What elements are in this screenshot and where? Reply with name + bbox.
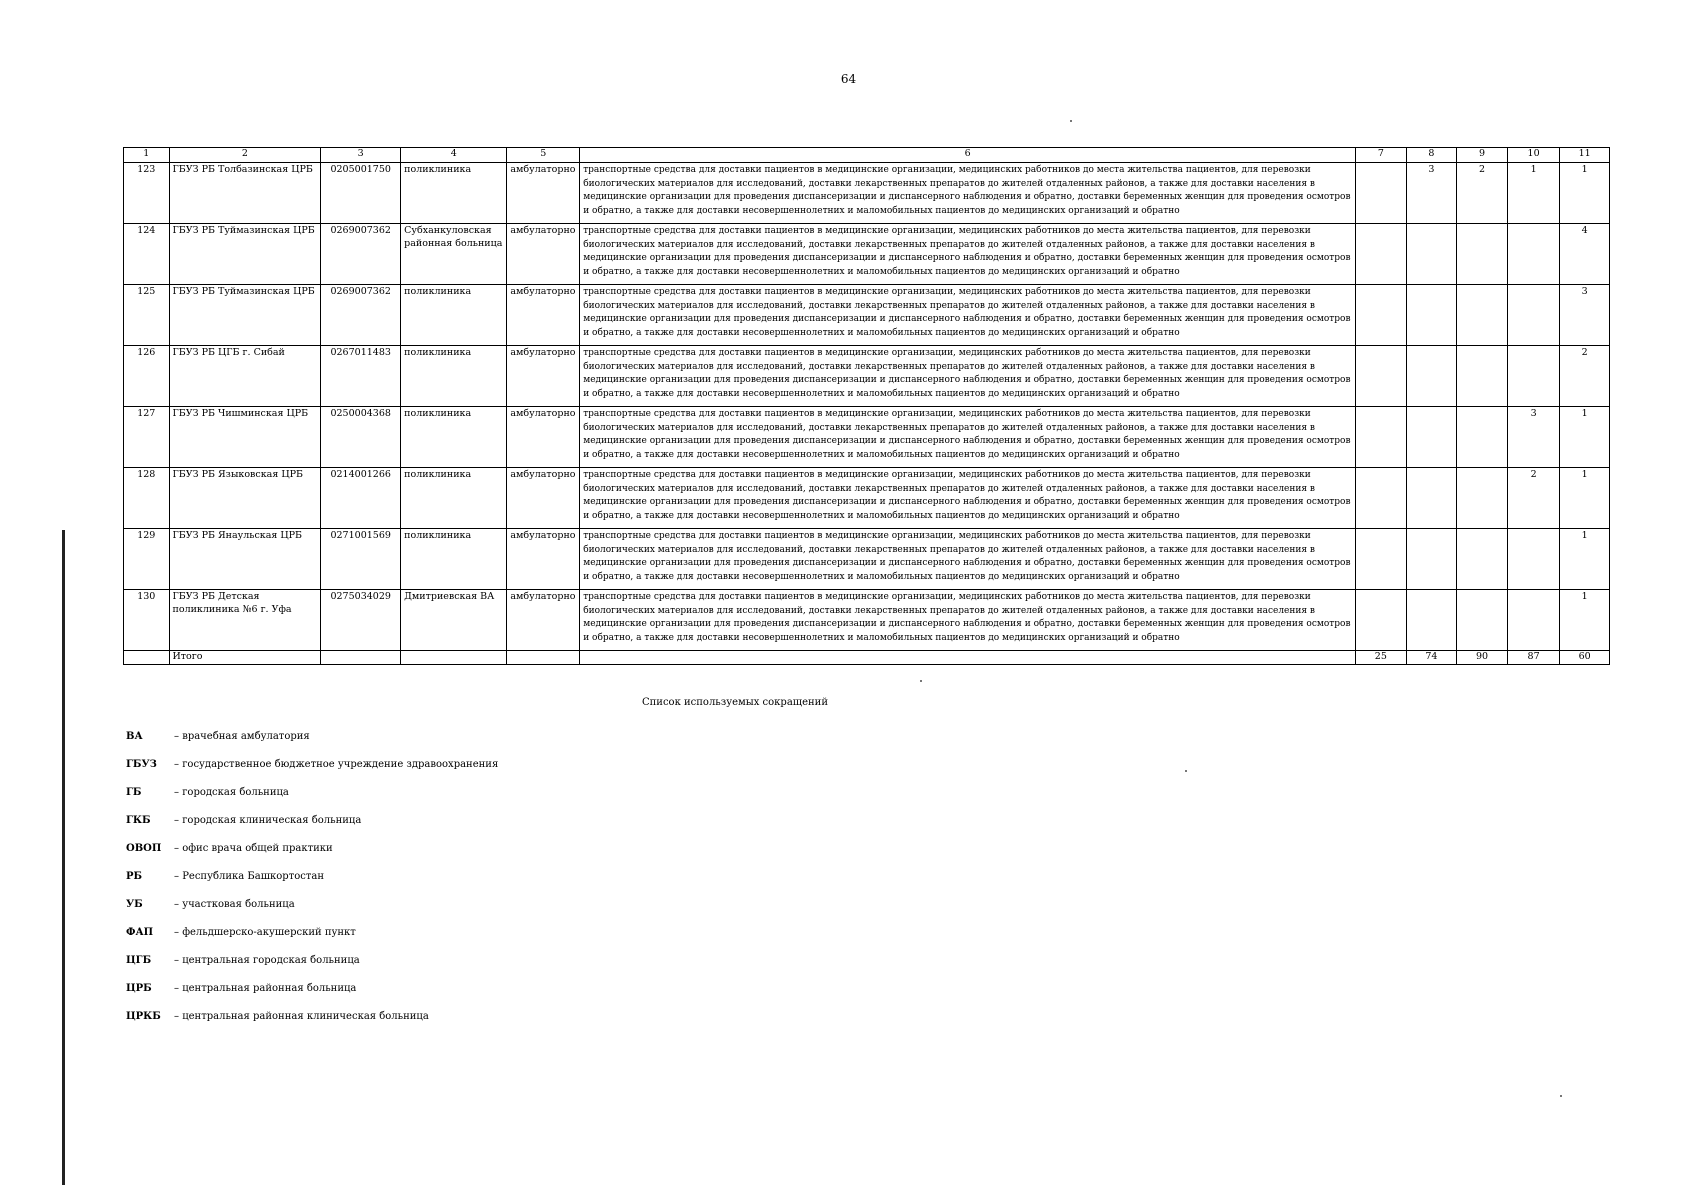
total-c7: 25: [1356, 651, 1407, 665]
column-header: 5: [507, 148, 580, 163]
cell-unit: поликлиника: [401, 407, 507, 468]
cell-c8: [1406, 407, 1457, 468]
cell-unit: поликлиника: [401, 468, 507, 529]
cell-desc: транспортные средства для доставки пациентов в медицинские организации, медицинских работников до места жительства пациентов, для перевозки биологических материалов для исследований, доставки лекарственных препаратов до жителей отдаленных районов, а также для доставки населения в медицинские организации для проведения диспансеризации и диспансерного наблюдения и обратно, доставки беременных женщин для проведения осмотров и обратно, а также для доставки несовершеннолетних и маломобильных пациентов до медицинских организаций и обратно: [580, 285, 1356, 346]
table-row: [124, 346, 1610, 407]
cell-num: 129: [124, 529, 170, 590]
cell-c10: [1507, 224, 1560, 285]
abbreviation-code: ВА: [126, 731, 143, 742]
abbreviation-code: ГБУЗ: [126, 759, 157, 770]
cell-desc: транспортные средства для доставки пациентов в медицинские организации, медицинских работников до места жительства пациентов, для перевозки биологических материалов для исследований, доставки лекарственных препаратов до жителей отдаленных районов, а также для доставки населения в медицинские организации для проведения диспансеризации и диспансерного наблюдения и обратно, доставки беременных женщин для проведения осмотров и обратно, а также для доставки несовершеннолетних и маломобильных пациентов до медицинских организаций и обратно: [580, 468, 1356, 529]
scan-speck: [1560, 1095, 1562, 1097]
cell-code: 0214001266: [321, 468, 401, 529]
abbreviation-description: – участковая больница: [174, 899, 295, 910]
cell-type: амбулаторно: [507, 468, 580, 529]
column-header: 6: [580, 148, 1356, 163]
cell-org: ГБУЗ РБ Детская поликлиника №6 г. Уфа: [169, 590, 321, 651]
cell-c9: [1457, 407, 1508, 468]
total-c11: 60: [1560, 651, 1610, 665]
cell-type: амбулаторно: [507, 407, 580, 468]
abbreviation-description: – фельдшерско-акушерский пункт: [174, 927, 356, 938]
cell-desc: транспортные средства для доставки пациентов в медицинские организации, медицинских работников до места жительства пациентов, для перевозки биологических материалов для исследований, доставки лекарственных препаратов до жителей отдаленных районов, а также для доставки населения в медицинские организации для проведения диспансеризации и диспансерного наблюдения и обратно, доставки беременных женщин для проведения осмотров и обратно, а также для доставки несовершеннолетних и маломобильных пациентов до медицинских организаций и обратно: [580, 407, 1356, 468]
cell-c10: [1507, 346, 1560, 407]
cell-type: амбулаторно: [507, 285, 580, 346]
total-empty-cell: [124, 651, 170, 665]
table-row: [124, 468, 1610, 529]
table-row: [124, 163, 1610, 224]
cell-c8: [1406, 590, 1457, 651]
cell-c8: [1406, 468, 1457, 529]
cell-num: 126: [124, 346, 170, 407]
scan-speck: [920, 680, 922, 682]
cell-unit: поликлиника: [401, 346, 507, 407]
total-label: Итого: [169, 651, 321, 665]
abbreviation-item: [126, 1011, 498, 1039]
cell-code: 0269007362: [321, 224, 401, 285]
cell-c11: 1: [1560, 590, 1610, 651]
cell-type: амбулаторно: [507, 590, 580, 651]
table-row: [124, 285, 1610, 346]
cell-c7: [1356, 346, 1407, 407]
abbreviation-code: ГБ: [126, 787, 142, 798]
total-c9: 90: [1457, 651, 1508, 665]
cell-num: 128: [124, 468, 170, 529]
cell-org: ГБУЗ РБ ЦГБ г. Сибай: [169, 346, 321, 407]
total-empty-cell: [321, 651, 401, 665]
cell-c9: [1457, 285, 1508, 346]
abbreviation-description: – центральная городская больница: [174, 955, 360, 966]
abbreviation-item: [126, 899, 498, 927]
abbreviation-description: – центральная районная больница: [174, 983, 356, 994]
cell-desc: транспортные средства для доставки пациентов в медицинские организации, медицинских работников до места жительства пациентов, для перевозки биологических материалов для исследований, доставки лекарственных препаратов до жителей отдаленных районов, а также для доставки населения в медицинские организации для проведения диспансеризации и диспансерного наблюдения и обратно, доставки беременных женщин для проведения осмотров и обратно, а также для доставки несовершеннолетних и маломобильных пациентов до медицинских организаций и обратно: [580, 163, 1356, 224]
cell-code: 0267011483: [321, 346, 401, 407]
column-header: 7: [1356, 148, 1407, 163]
cell-c7: [1356, 407, 1407, 468]
cell-c7: [1356, 224, 1407, 285]
abbreviation-code: ЦГБ: [126, 955, 152, 966]
cell-org: ГБУЗ РБ Языковская ЦРБ: [169, 468, 321, 529]
cell-c11: 1: [1560, 468, 1610, 529]
column-header: 4: [401, 148, 507, 163]
cell-c11: 4: [1560, 224, 1610, 285]
abbreviation-code: УБ: [126, 899, 143, 910]
cell-desc: транспортные средства для доставки пациентов в медицинские организации, медицинских работников до места жительства пациентов, для перевозки биологических материалов для исследований, доставки лекарственных препаратов до жителей отдаленных районов, а также для доставки населения в медицинские организации для проведения диспансеризации и диспансерного наблюдения и обратно, доставки беременных женщин для проведения осмотров и обратно, а также для доставки несовершеннолетних и маломобильных пациентов до медицинских организаций и обратно: [580, 529, 1356, 590]
cell-c9: 2: [1457, 163, 1508, 224]
cell-org: ГБУЗ РБ Туймазинская ЦРБ: [169, 224, 321, 285]
abbreviations-list: [126, 731, 498, 1039]
column-header: 3: [321, 148, 401, 163]
scan-speck: [1070, 120, 1072, 122]
table-row: [124, 590, 1610, 651]
abbreviation-item: [126, 759, 498, 787]
cell-c9: [1457, 468, 1508, 529]
cell-unit: поликлиника: [401, 529, 507, 590]
cell-type: амбулаторно: [507, 529, 580, 590]
cell-c10: 3: [1507, 407, 1560, 468]
cell-c11: 2: [1560, 346, 1610, 407]
total-row: [124, 651, 1610, 665]
transport-table: [123, 147, 1610, 665]
cell-unit: поликлиника: [401, 163, 507, 224]
cell-num: 123: [124, 163, 170, 224]
cell-num: 127: [124, 407, 170, 468]
column-header: 8: [1406, 148, 1457, 163]
abbreviation-description: – офис врача общей практики: [174, 843, 333, 854]
cell-c11: 1: [1560, 163, 1610, 224]
cell-num: 124: [124, 224, 170, 285]
cell-c8: 3: [1406, 163, 1457, 224]
cell-c8: [1406, 529, 1457, 590]
cell-c7: [1356, 468, 1407, 529]
abbreviation-code: ФАП: [126, 927, 154, 938]
cell-num: 125: [124, 285, 170, 346]
cell-c10: 1: [1507, 163, 1560, 224]
table-body: [124, 163, 1610, 665]
cell-c11: 3: [1560, 285, 1610, 346]
cell-org: ГБУЗ РБ Янаульская ЦРБ: [169, 529, 321, 590]
column-header: 10: [1507, 148, 1560, 163]
cell-c7: [1356, 529, 1407, 590]
abbreviation-item: [126, 731, 498, 759]
column-header: 1: [124, 148, 170, 163]
cell-code: 0275034029: [321, 590, 401, 651]
cell-org: ГБУЗ РБ Толбазинская ЦРБ: [169, 163, 321, 224]
cell-c9: [1457, 590, 1508, 651]
abbreviation-description: – центральная районная клиническая больница: [174, 1011, 429, 1022]
cell-c7: [1356, 590, 1407, 651]
abbreviation-code: ОВОП: [126, 843, 162, 854]
abbreviation-description: – врачебная амбулатория: [174, 731, 310, 742]
abbreviation-description: – государственное бюджетное учреждение здравоохранения: [174, 759, 498, 770]
page-number: 64: [840, 72, 857, 86]
cell-code: 0250004368: [321, 407, 401, 468]
cell-unit: Субханкуловская районная больница: [401, 224, 507, 285]
column-header: 2: [169, 148, 321, 163]
cell-c8: [1406, 224, 1457, 285]
cell-code: 0205001750: [321, 163, 401, 224]
scan-speck: [1185, 770, 1187, 772]
abbreviation-item: [126, 815, 498, 843]
cell-org: ГБУЗ РБ Чишминская ЦРБ: [169, 407, 321, 468]
abbreviation-code: ЦРБ: [126, 983, 152, 994]
abbreviation-code: ГКБ: [126, 815, 151, 826]
cell-c10: [1507, 529, 1560, 590]
cell-org: ГБУЗ РБ Туймазинская ЦРБ: [169, 285, 321, 346]
total-c8: 74: [1406, 651, 1457, 665]
cell-c11: 1: [1560, 529, 1610, 590]
table-row: [124, 224, 1610, 285]
cell-c7: [1356, 285, 1407, 346]
cell-desc: транспортные средства для доставки пациентов в медицинские организации, медицинских работников до места жительства пациентов, для перевозки биологических материалов для исследований, доставки лекарственных препаратов до жителей отдаленных районов, а также для доставки населения в медицинские организации для проведения диспансеризации и диспансерного наблюдения и обратно, доставки беременных женщин для проведения осмотров и обратно, а также для доставки несовершеннолетних и маломобильных пациентов до медицинских организаций и обратно: [580, 224, 1356, 285]
abbreviations-title: Список используемых сокращений: [641, 697, 829, 708]
total-empty-cell: [580, 651, 1356, 665]
abbreviation-code: РБ: [126, 871, 143, 882]
abbreviation-item: [126, 787, 498, 815]
cell-type: амбулаторно: [507, 346, 580, 407]
abbreviation-item: [126, 955, 498, 983]
abbreviation-item: [126, 983, 498, 1011]
cell-c9: [1457, 346, 1508, 407]
abbreviation-item: [126, 871, 498, 899]
column-header: 11: [1560, 148, 1610, 163]
total-empty-cell: [507, 651, 580, 665]
cell-desc: транспортные средства для доставки пациентов в медицинские организации, медицинских работников до места жительства пациентов, для перевозки биологических материалов для исследований, доставки лекарственных препаратов до жителей отдаленных районов, а также для доставки населения в медицинские организации для проведения диспансеризации и диспансерного наблюдения и обратно, доставки беременных женщин для проведения осмотров и обратно, а также для доставки несовершеннолетних и маломобильных пациентов до медицинских организаций и обратно: [580, 590, 1356, 651]
cell-type: амбулаторно: [507, 224, 580, 285]
cell-desc: транспортные средства для доставки пациентов в медицинские организации, медицинских работников до места жительства пациентов, для перевозки биологических материалов для исследований, доставки лекарственных препаратов до жителей отдаленных районов, а также для доставки населения в медицинские организации для проведения диспансеризации и диспансерного наблюдения и обратно, доставки беременных женщин для проведения осмотров и обратно, а также для доставки несовершеннолетних и маломобильных пациентов до медицинских организаций и обратно: [580, 346, 1356, 407]
abbreviation-description: – городская больница: [174, 787, 289, 798]
cell-c11: 1: [1560, 407, 1610, 468]
cell-unit: поликлиника: [401, 285, 507, 346]
cell-c8: [1406, 285, 1457, 346]
abbreviation-item: [126, 927, 498, 955]
total-empty-cell: [401, 651, 507, 665]
scan-edge-line: [62, 530, 65, 1185]
abbreviation-item: [126, 843, 498, 871]
cell-c9: [1457, 224, 1508, 285]
cell-c9: [1457, 529, 1508, 590]
cell-code: 0269007362: [321, 285, 401, 346]
total-c10: 87: [1507, 651, 1560, 665]
column-header: 9: [1457, 148, 1508, 163]
cell-num: 130: [124, 590, 170, 651]
cell-type: амбулаторно: [507, 163, 580, 224]
cell-c10: [1507, 590, 1560, 651]
cell-c7: [1356, 163, 1407, 224]
abbreviation-description: – Республика Башкортостан: [174, 871, 324, 882]
cell-c10: 2: [1507, 468, 1560, 529]
table-header-row: [124, 148, 1610, 163]
abbreviation-description: – городская клиническая больница: [174, 815, 361, 826]
cell-c8: [1406, 346, 1457, 407]
abbreviation-code: ЦРКБ: [126, 1011, 161, 1022]
table-row: [124, 529, 1610, 590]
table-row: [124, 407, 1610, 468]
cell-c10: [1507, 285, 1560, 346]
cell-unit: Дмитриевская ВА: [401, 590, 507, 651]
cell-code: 0271001569: [321, 529, 401, 590]
